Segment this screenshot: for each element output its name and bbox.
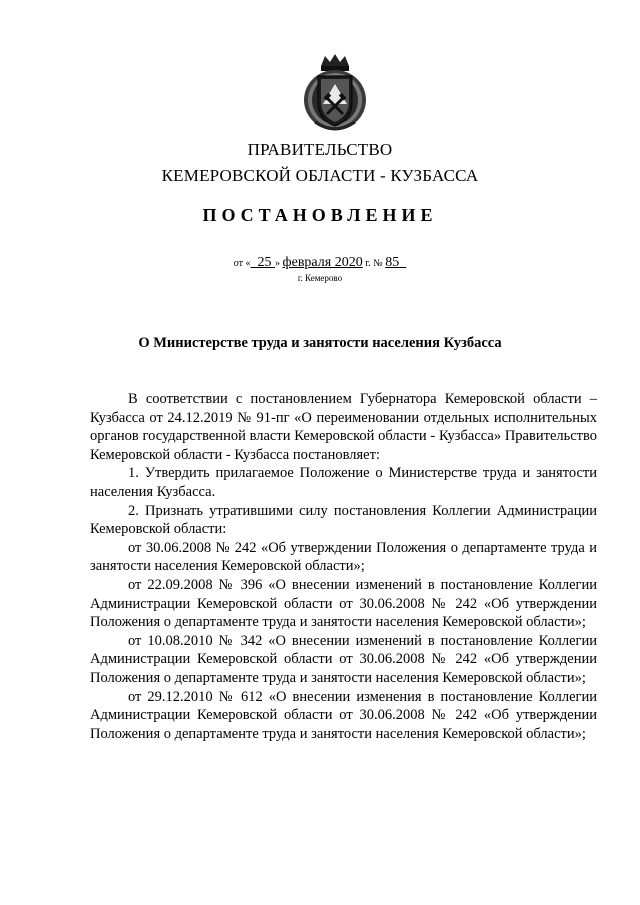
- paragraph: от 22.09.2008 № 396 «О внесении изменений в постановление Коллегии Администрации Кемеровской области от 30.06.2008 № 242 «Об утверждении Положения о департаменте труда и занятости населения Кемеровской области»;: [90, 576, 597, 631]
- date-prefix: от «: [233, 258, 251, 269]
- document-date-line: [0, 255, 640, 271]
- document-subject: О Министерстве труда и занятости населения Кузбасса: [138, 335, 502, 351]
- paragraph: В соответствии с постановлением Губернатора Кемеровской области – Кузбасса от 24.12.2019 № 91-пг «О переименовании отдельных исполнительных органов государственной власти Кемеровской области - Кузбасса» Правительство Кемеровской области - Кузбасса постановляет:: [90, 391, 597, 463]
- date-suffix: г. №: [362, 258, 383, 269]
- paragraph: 1. Утвердить прилагаемое Положение о Министерстве труда и занятости населения Кузбасса.: [90, 465, 597, 500]
- paragraph: 2. Признать утратившими силу постановления Коллегии Администрации Кемеровской области:: [90, 502, 597, 538]
- date-day: 25: [257, 255, 272, 270]
- document-city: г. Кемерово: [297, 273, 343, 283]
- paragraph: от 30.06.2008 № 242 «Об утверждении Положения о департаменте труда и занятости населения Кемеровской области»;: [90, 539, 597, 575]
- date-month-year: февраля 2020: [282, 255, 363, 270]
- organization-line-1: ПРАВИТЕЛЬСТВО: [247, 140, 393, 159]
- document-body: [90, 390, 597, 743]
- document-number: 85: [385, 255, 400, 270]
- document-type-title: ПОСТАНОВЛЕНИЕ: [202, 205, 438, 225]
- paragraph: от 10.08.2010 № 342 «О внесении изменений в постановление Коллегии Администрации Кемеровской области от 30.06.2008 № 242 «Об утверждении Положения о департаменте труда и занятости населения Кемеровской области»;: [90, 632, 597, 686]
- paragraph: от 29.12.2010 № 612 «О внесении изменения в постановление Коллегии Администрации Кемеровской области от 30.06.2008 № 242 «Об утверждении Положения о департаменте труда и занятости населения Кемеровской области»;: [90, 688, 597, 742]
- organization-line-2: КЕМЕРОВСКОЙ ОБЛАСТИ - КУЗБАССА: [161, 166, 479, 185]
- date-mid: »: [275, 258, 283, 269]
- coat-of-arms-icon: [301, 52, 369, 134]
